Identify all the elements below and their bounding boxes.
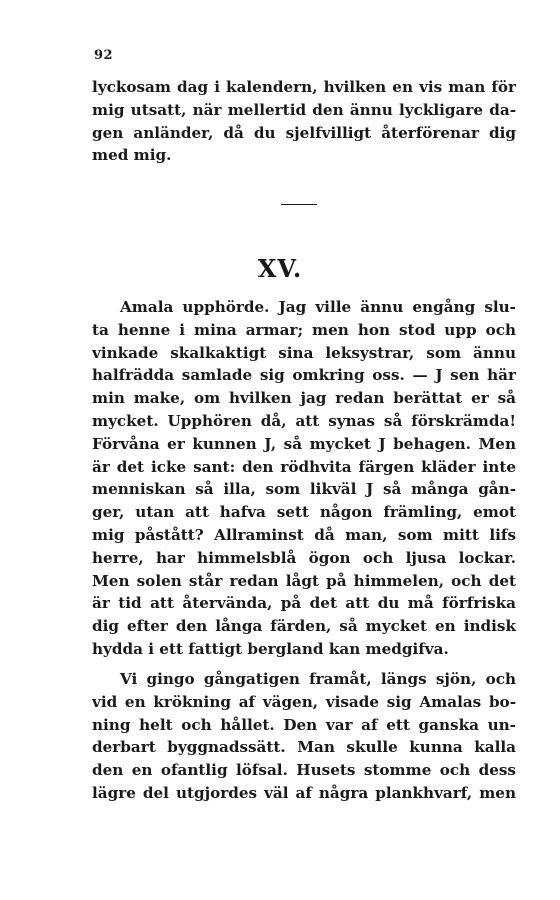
text-line: mig påstått? Allraminst då man, som mitt lifs: [92, 525, 516, 544]
chapter-heading: XV.: [257, 254, 303, 283]
paragraph-path: [92, 668, 516, 805]
section-divider: [281, 204, 317, 205]
text-line: Amala upphörde. Jag ville ännu engång slu-: [120, 298, 516, 316]
text-line: den en ofantlig löfsal. Husets stomme och dess: [92, 761, 516, 780]
text-line: är tid att återvända, på det att du må förfriska: [92, 594, 516, 613]
text-line: vid en krökning af vägen, visade sig Amalas bo-: [92, 692, 516, 711]
text-line: lyckosam dag i kalendern, hvilken en vis man för: [92, 78, 516, 96]
text-line: Förvåna er kunnen J, så mycket J behagen. Men: [92, 434, 516, 453]
text-line: gen anländer, då du sjelfvilligt återförenar dig: [92, 123, 516, 142]
text-line: hydda i ett fattigt bergland kan medgifva.: [92, 639, 449, 658]
text-line: ta henne i mina armar; men hon stod upp och: [92, 320, 516, 339]
text-line: derbart byggnadssätt. Man skulle kunna kalla: [92, 738, 516, 757]
text-line: ger, utan att hafva sett någon främling, emot: [92, 503, 516, 522]
text-line: dig efter den långa färden, så mycket en indisk: [92, 617, 516, 636]
text-line: halfrädda samlade sig omkring oss. — J sen här: [92, 366, 516, 385]
text-line: med mig.: [92, 146, 172, 165]
text-line: är det icke sant: den rödhvita färgen kläder inte: [92, 457, 516, 476]
paragraph-continued: [92, 76, 516, 167]
text-line: mig utsatt, när mellertid den ännu lyckligare da-: [92, 100, 516, 119]
text-line: min make, om hvilken jag redan berättat er så: [92, 389, 516, 408]
text-line: lägre del utgjordes väl af några plankhvarf, men: [92, 783, 516, 802]
text-line: menniskan så illa, som likväl J så många gån-: [92, 480, 516, 499]
paragraph-amala: [92, 296, 516, 661]
text-line: ning helt och hållet. Den var af ett ganska un-: [92, 715, 516, 734]
text-line: vinkade skalkaktigt sina leksystrar, som ännu: [92, 343, 516, 362]
text-line: Men solen står redan lågt på himmelen, och det: [92, 571, 516, 590]
text-line: mycket. Upphören då, att synas så förskrämda!: [92, 411, 516, 430]
page-number: 92: [94, 48, 114, 63]
text-line: herre, har himmelsblå ögon och ljusa lockar.: [92, 548, 516, 567]
text-line: Vi gingo gångatigen framåt, längs sjön, och: [120, 670, 516, 688]
